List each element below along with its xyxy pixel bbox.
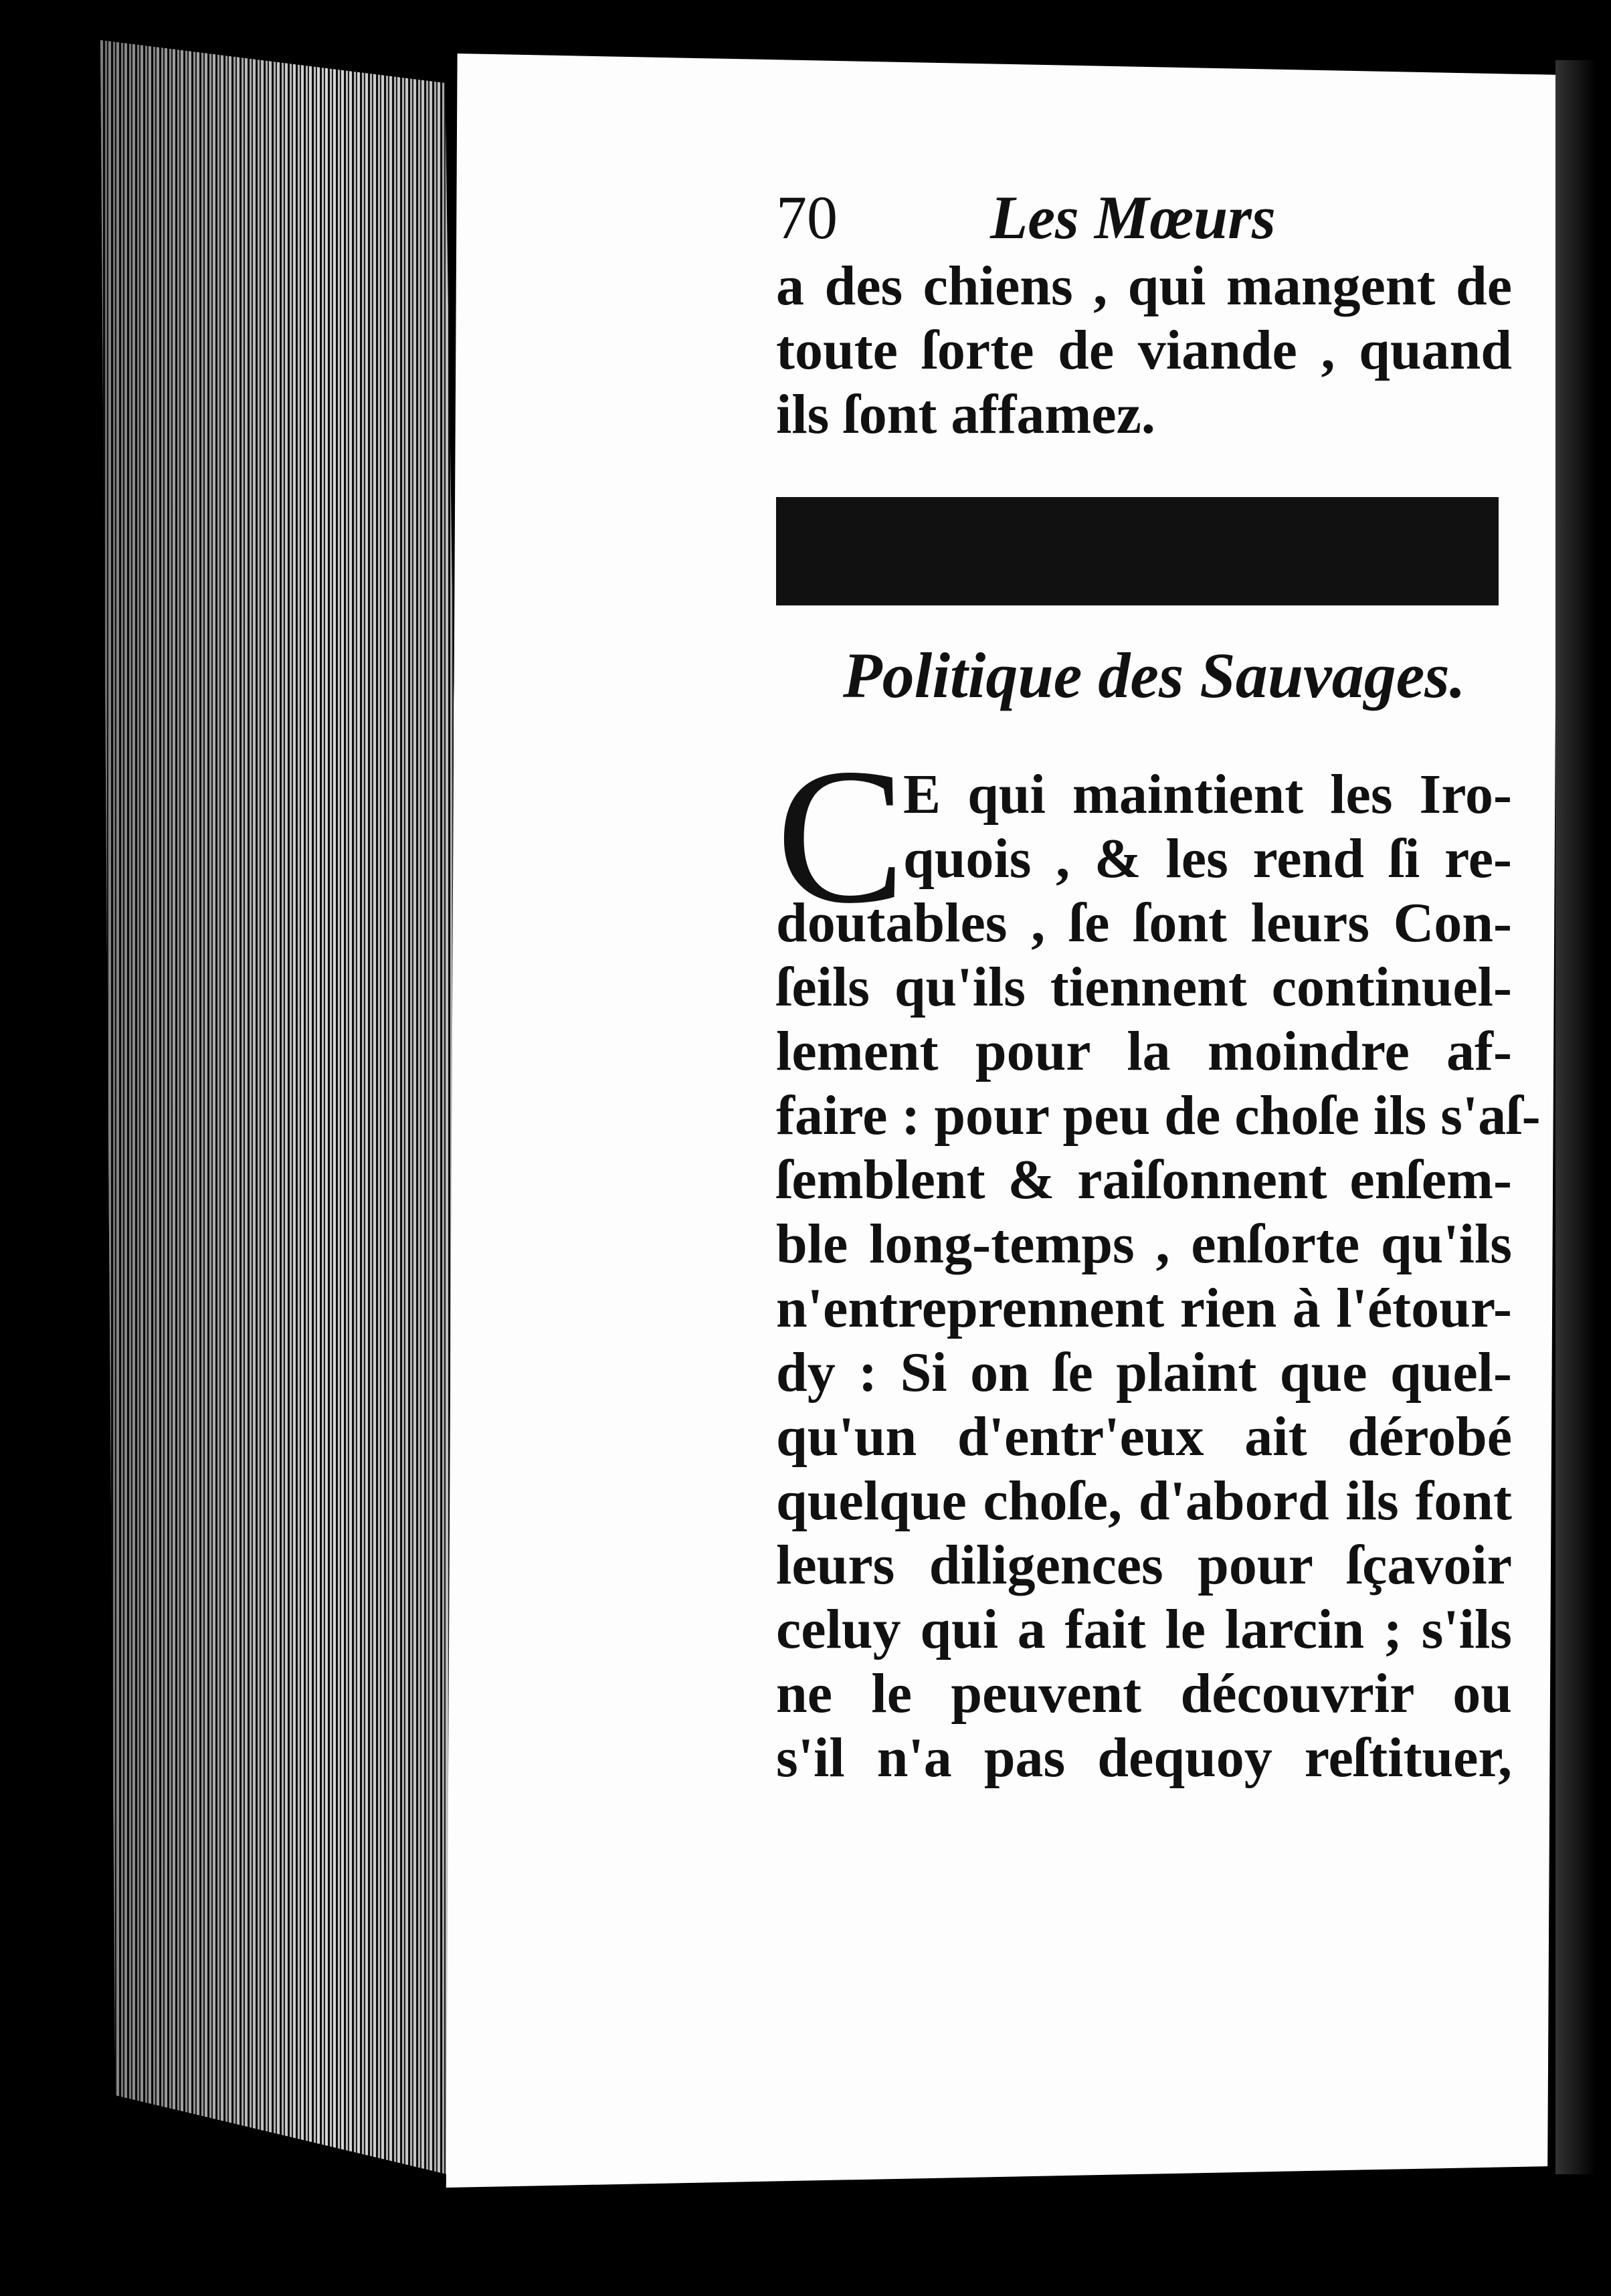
top-lines bbox=[776, 254, 1512, 447]
text-line: ble long-temps , enſorte qu'ils bbox=[776, 1213, 1512, 1275]
running-head-title: Les Mœurs bbox=[990, 183, 1276, 252]
text-line: s'il n'a pas dequoy reſtituer, bbox=[776, 1727, 1512, 1789]
page-edges-shade bbox=[100, 40, 475, 2181]
text-line: toute ſorte de viande , quand bbox=[776, 319, 1512, 381]
text-line: celuy qui a fait le larcin ; s'ils bbox=[776, 1598, 1512, 1660]
text-block bbox=[776, 181, 1541, 1790]
text-line: ſeils qu'ils tiennent continuel- bbox=[776, 956, 1512, 1018]
drop-cap: C bbox=[776, 729, 906, 943]
text-line: leurs diligences pour ſçavoir bbox=[776, 1534, 1512, 1596]
text-line: lement pour la moindre af- bbox=[776, 1020, 1512, 1082]
text-line: dy : Si on ſe plaint que quel- bbox=[776, 1341, 1512, 1404]
text-line: quois , & les rend ſi re- bbox=[903, 828, 1512, 890]
text-line: a des chiens , qui mangent de bbox=[776, 255, 1512, 317]
text-line: faire : pour peu de choſe ils s'aſ- bbox=[776, 1084, 1541, 1147]
text-line: doutables , ſe ſont leurs Con- bbox=[776, 892, 1512, 954]
paragraph bbox=[776, 729, 1541, 1790]
text-line: ils ſont affamez. bbox=[776, 383, 1155, 446]
running-head bbox=[776, 181, 1512, 254]
decorative-ornament-band bbox=[776, 497, 1499, 605]
section-title: Politique des Sauvages. bbox=[843, 640, 1466, 711]
text-line: quelque choſe, d'abord ils font bbox=[776, 1470, 1512, 1532]
text-line: n'entreprennent rien à l'étour- bbox=[776, 1277, 1512, 1339]
text-line: qu'un d'entr'eux ait dérobé bbox=[776, 1406, 1512, 1468]
page-number: 70 bbox=[776, 183, 838, 252]
text-line: ne le peuvent découvrir ou bbox=[776, 1662, 1512, 1725]
page-gutter-shadow bbox=[1555, 60, 1596, 2174]
text-line: ſemblent & raiſonnent enſem- bbox=[776, 1149, 1512, 1211]
text-line: E qui maintient les Iro- bbox=[903, 763, 1512, 826]
